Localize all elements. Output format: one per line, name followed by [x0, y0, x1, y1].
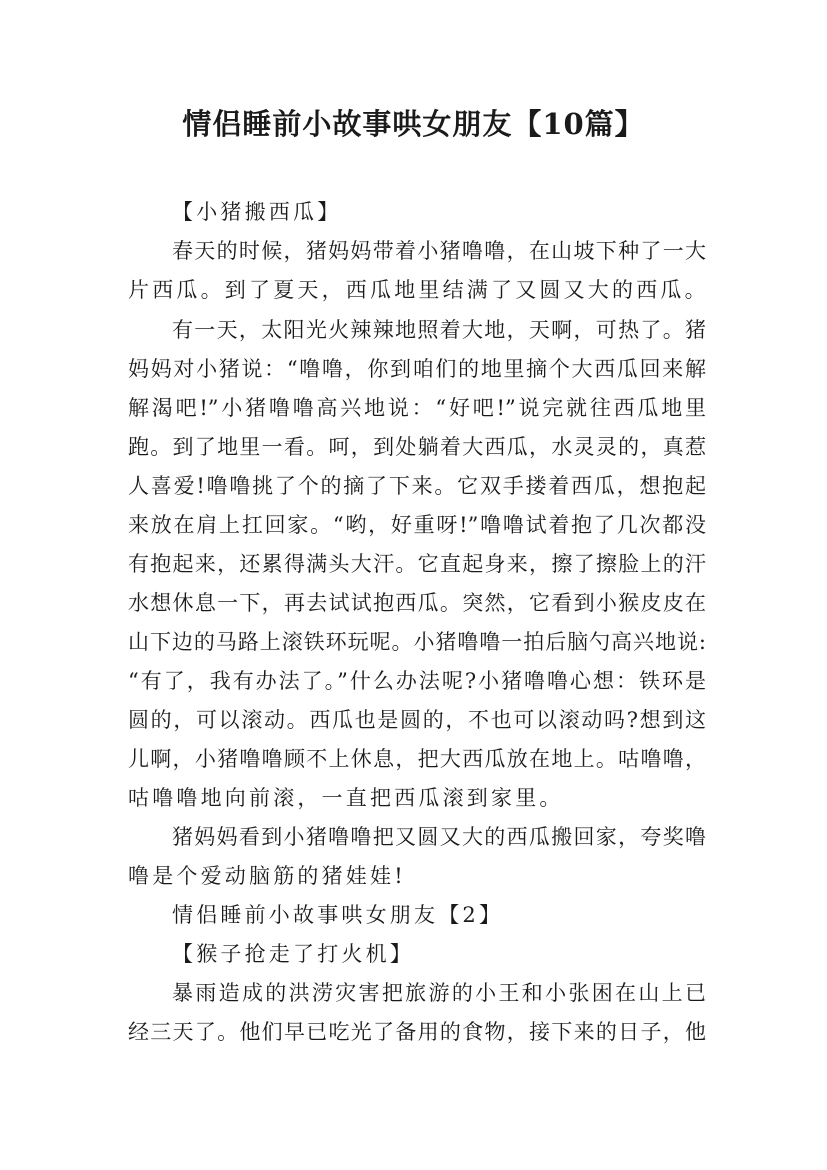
paragraph-line: 圆的，可以滚动。西瓜也是圆的，不也可以滚动吗?想到这 — [128, 708, 706, 732]
paragraph-line: 来放在肩上扛回家。“哟，好重呀!”噜噜试着抱了几次都没 — [128, 513, 706, 537]
paragraph-line: 咕噜噜地向前滚，一直把西瓜滚到家里。 — [128, 786, 564, 810]
paragraph-line: 片西瓜。到了夏天，西瓜地里结满了又圆又大的西瓜。 — [128, 278, 709, 302]
paragraph-line: 春天的时候，猪妈妈带着小猪噜噜，在山坡下种了一大 — [172, 239, 706, 263]
paragraph-line: “有了，我有办法了。”什么办法呢?小猪噜噜心想：铁环是 — [128, 669, 706, 693]
section-heading: 情侣睡前小故事哄女朋友【2】 — [172, 903, 504, 927]
section-heading: 【小猪搬西瓜】 — [172, 200, 342, 224]
paragraph-line: 有一天，太阳光火辣辣地照着大地，天啊，可热了。猪 — [172, 318, 706, 342]
page-title: 情侣睡前小故事哄女朋友【10篇】 — [182, 107, 645, 141]
paragraph-line: 经三天了。他们早已吃光了备用的食物，接下来的日子，他 — [128, 1020, 706, 1044]
paragraph-line: 水想休息一下，再去试试抱西瓜。突然，它看到小猴皮皮在 — [128, 591, 706, 615]
paragraph-line: 噜是个爱动脑筋的猪娃娃! — [128, 864, 406, 888]
paragraph-line: 儿啊，小猪噜噜顾不上休息，把大西瓜放在地上。咕噜噜， — [128, 747, 706, 771]
paragraph-line: 妈妈对小猪说：“噜噜，你到咱们的地里摘个大西瓜回来解 — [128, 357, 706, 381]
section-heading: 【猴子抢走了打火机】 — [172, 942, 414, 966]
paragraph-line: 跑。到了地里一看。呵，到处躺着大西瓜，水灵灵的，真惹 — [128, 435, 706, 459]
paragraph-line: 暴雨造成的洪涝灾害把旅游的小王和小张困在山上已 — [172, 981, 706, 1005]
paragraph-line: 有抱起来，还累得满头大汗。它直起身来，擦了擦脸上的汗 — [128, 552, 706, 576]
paragraph-line: 山下边的马路上滚铁环玩呢。小猪噜噜一拍后脑勺高兴地说: — [128, 630, 706, 654]
paragraph-line: 人喜爱!噜噜挑了个的摘了下来。它双手搂着西瓜，想抱起 — [128, 474, 706, 498]
paragraph-line: 解渴吧!”小猪噜噜高兴地说：“好吧!”说完就往西瓜地里 — [128, 396, 706, 420]
paragraph-line: 猪妈妈看到小猪噜噜把又圆又大的西瓜搬回家，夸奖噜 — [172, 825, 706, 849]
